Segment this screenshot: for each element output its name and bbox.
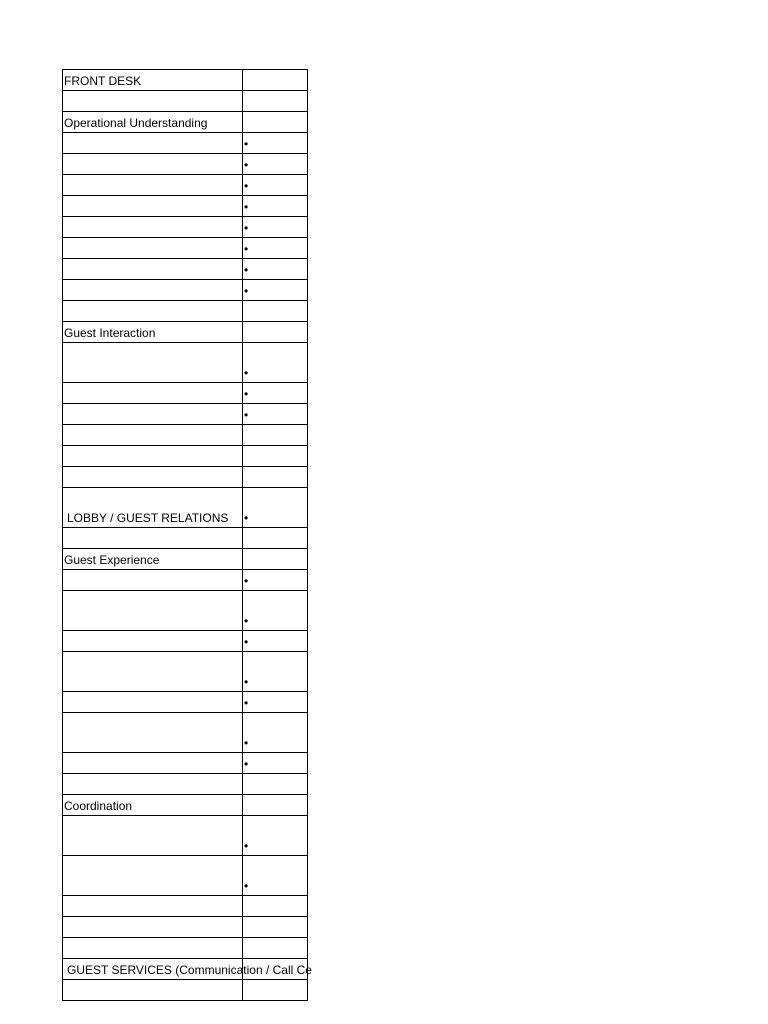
row-value-cell[interactable] (243, 528, 308, 549)
row-value-cell[interactable] (243, 753, 308, 774)
table-row (63, 795, 308, 816)
table-row (63, 774, 308, 795)
table-row (63, 938, 308, 959)
table-row (63, 280, 308, 301)
row-value-cell[interactable] (243, 713, 308, 753)
table-row (63, 301, 308, 322)
bullet-marker: • (244, 408, 249, 422)
table-row (63, 425, 308, 446)
row-value-cell[interactable] (243, 238, 308, 259)
bullet-marker: • (244, 284, 249, 298)
row-value-cell[interactable] (243, 816, 308, 856)
bullet-marker: • (244, 675, 249, 689)
bullet-marker: • (244, 242, 249, 256)
table-row (63, 322, 308, 343)
row-value-cell[interactable] (243, 549, 308, 570)
row-label-cell[interactable] (63, 713, 243, 753)
row-value-cell[interactable] (243, 652, 308, 692)
table-row (63, 652, 308, 692)
row-label-cell[interactable] (63, 343, 243, 383)
table-row (63, 570, 308, 591)
row-value-cell[interactable] (243, 217, 308, 238)
table-row (63, 217, 308, 238)
row-value-cell[interactable] (243, 196, 308, 217)
row-label-cell[interactable]: Guest Interaction (63, 322, 243, 343)
table-row (63, 70, 308, 91)
row-label-cell[interactable] (63, 938, 243, 959)
row-value-cell[interactable] (243, 383, 308, 404)
row-label-cell[interactable] (63, 856, 243, 896)
table-row (63, 196, 308, 217)
row-value-cell[interactable] (243, 446, 308, 467)
table-row (63, 404, 308, 425)
table-row (63, 467, 308, 488)
row-value-cell[interactable] (243, 91, 308, 112)
table-row (63, 446, 308, 467)
row-label-cell[interactable] (63, 425, 243, 446)
bullet-marker: • (244, 366, 249, 380)
row-label-cell[interactable] (63, 91, 243, 112)
row-label-cell[interactable]: Operational Understanding (63, 112, 243, 133)
row-label-cell[interactable] (63, 404, 243, 425)
table-row (63, 133, 308, 154)
row-value-cell[interactable] (243, 980, 308, 1001)
bullet-marker: • (244, 635, 249, 649)
row-value-cell[interactable] (243, 343, 308, 383)
table-row (63, 91, 308, 112)
row-label-cell[interactable] (63, 816, 243, 856)
row-label-cell[interactable] (63, 238, 243, 259)
row-label-cell[interactable]: Guest Experience (63, 549, 243, 570)
row-label-cell[interactable]: FRONT DESK (63, 70, 243, 91)
row-label-text: GUEST SERVICES (Communication / Call Ce (67, 963, 312, 977)
table-row (63, 343, 308, 383)
row-label-cell[interactable] (63, 175, 243, 196)
table-row (63, 856, 308, 896)
spreadsheet-body (63, 70, 312, 1001)
bullet-marker: • (244, 179, 249, 193)
table-row (63, 383, 308, 404)
row-value-cell[interactable] (243, 488, 308, 528)
row-label-cell[interactable] (63, 467, 243, 488)
bullet-marker: • (244, 511, 249, 525)
table-row (63, 238, 308, 259)
row-value-cell[interactable] (243, 896, 308, 917)
row-label-cell[interactable] (63, 774, 243, 795)
bullet-marker: • (244, 221, 249, 235)
row-value-cell[interactable] (243, 154, 308, 175)
row-label-cell[interactable] (63, 980, 243, 1001)
row-label-cell[interactable]: LOBBY / GUEST RELATIONS (63, 488, 243, 528)
row-label-cell[interactable] (63, 528, 243, 549)
row-label-cell[interactable] (63, 383, 243, 404)
bullet-marker: • (244, 839, 249, 853)
table-row (63, 549, 308, 570)
bullet-marker: • (244, 200, 249, 214)
row-value-cell[interactable] (243, 280, 308, 301)
row-label-cell[interactable] (63, 154, 243, 175)
row-label-cell[interactable] (63, 446, 243, 467)
bullet-marker: • (244, 387, 249, 401)
row-label-cell[interactable] (63, 631, 243, 652)
row-label-cell[interactable] (63, 753, 243, 774)
table-row (63, 631, 308, 652)
row-label-cell[interactable] (63, 259, 243, 280)
table-row (63, 917, 308, 938)
row-value-cell[interactable] (243, 404, 308, 425)
row-value-cell[interactable] (243, 938, 308, 959)
row-value-cell[interactable] (243, 322, 308, 343)
bullet-marker: • (244, 757, 249, 771)
row-label-cell[interactable] (63, 917, 243, 938)
row-value-cell[interactable] (243, 856, 308, 896)
row-label-cell[interactable] (63, 959, 312, 980)
table-row (63, 896, 308, 917)
row-value-cell[interactable] (243, 175, 308, 196)
table-row (63, 816, 308, 856)
row-label-cell[interactable] (63, 896, 243, 917)
row-value-cell[interactable] (243, 774, 308, 795)
row-value-cell[interactable] (243, 631, 308, 652)
spreadsheet-table (62, 69, 312, 1001)
row-label-cell[interactable] (63, 217, 243, 238)
row-label-cell[interactable]: Coordination (63, 795, 243, 816)
row-value-cell[interactable] (243, 425, 308, 446)
row-label-cell[interactable] (63, 196, 243, 217)
bullet-marker: • (244, 879, 249, 893)
row-label-cell[interactable] (63, 301, 243, 322)
table-row (63, 980, 308, 1001)
row-value-cell[interactable] (243, 692, 308, 713)
row-value-cell[interactable] (243, 917, 308, 938)
row-value-cell[interactable] (243, 467, 308, 488)
table-row (63, 528, 308, 549)
bullet-marker: • (244, 137, 249, 151)
row-label-cell[interactable] (63, 570, 243, 591)
bullet-marker: • (244, 574, 249, 588)
row-label-cell[interactable] (63, 280, 243, 301)
row-value-cell[interactable] (243, 259, 308, 280)
row-label-cell[interactable] (63, 692, 243, 713)
row-value-cell[interactable] (243, 112, 308, 133)
row-value-cell[interactable] (243, 570, 308, 591)
table-row (63, 959, 308, 980)
bullet-marker: • (244, 614, 249, 628)
table-row (63, 112, 308, 133)
table-row (63, 175, 308, 196)
table-row (63, 713, 308, 753)
table-row (63, 591, 308, 631)
table-row (63, 154, 308, 175)
table-row (63, 753, 308, 774)
table-row (63, 259, 308, 280)
row-value-cell[interactable] (243, 795, 308, 816)
bullet-marker: • (244, 263, 249, 277)
bullet-marker: • (244, 736, 249, 750)
row-label-cell[interactable] (63, 133, 243, 154)
row-label-cell[interactable] (63, 652, 243, 692)
row-value-cell[interactable] (243, 70, 308, 91)
bullet-marker: • (244, 696, 249, 710)
row-value-cell[interactable] (243, 301, 308, 322)
row-label-cell[interactable] (63, 591, 243, 631)
row-value-cell[interactable] (243, 591, 308, 631)
table-row (63, 692, 308, 713)
row-value-cell[interactable] (243, 133, 308, 154)
bullet-marker: • (244, 158, 249, 172)
table-row (63, 488, 308, 528)
